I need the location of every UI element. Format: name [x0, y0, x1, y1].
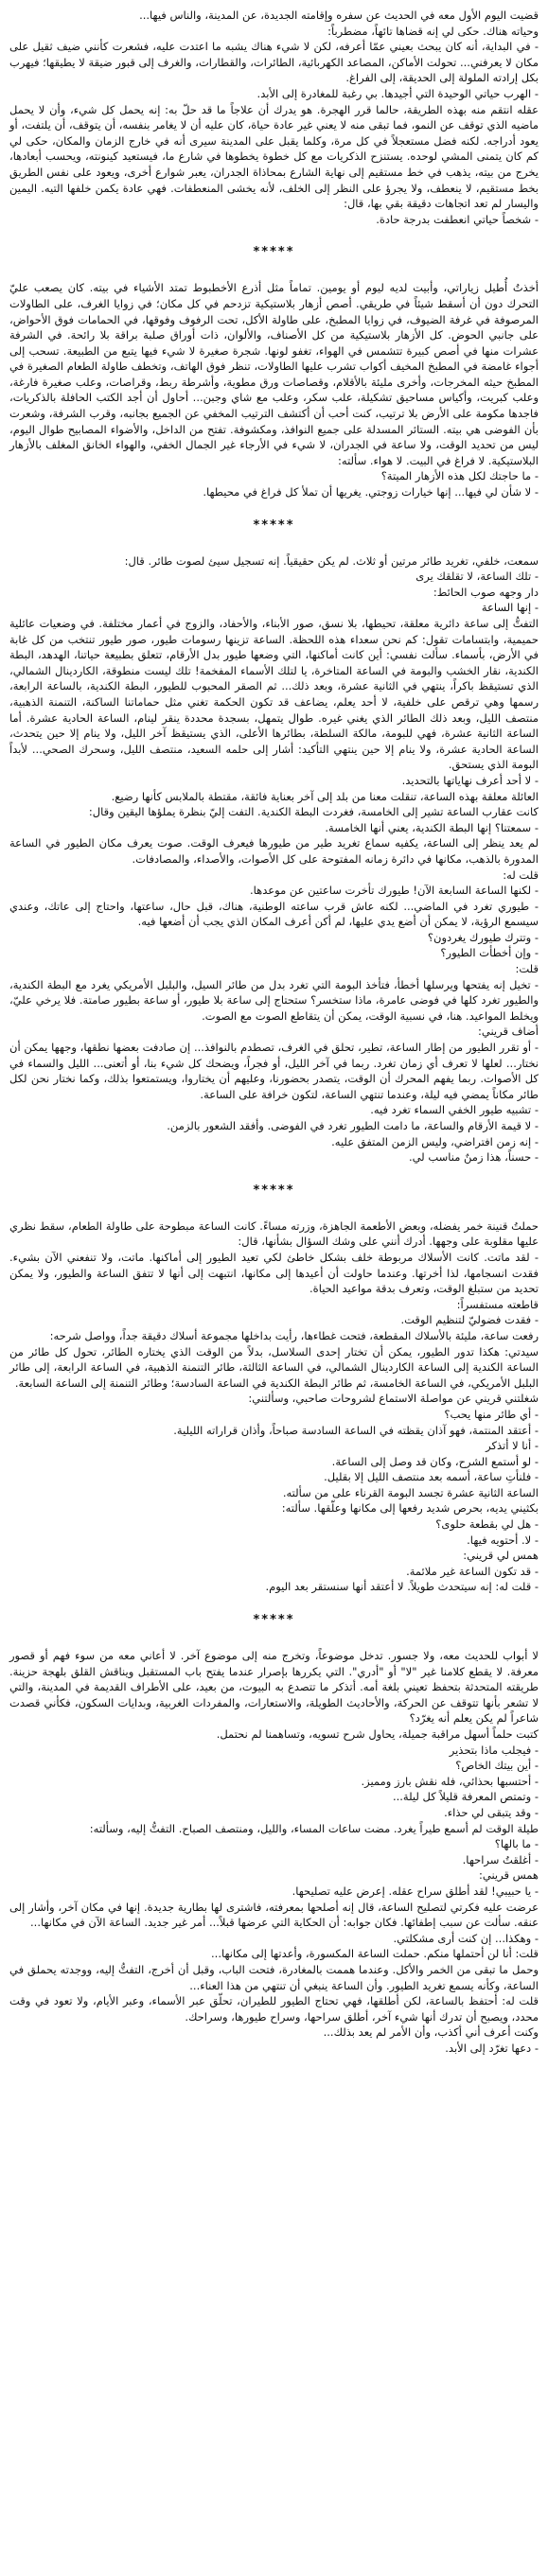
paragraph: رفعت ساعة، مليئة بالأسلاك المقطعة، فتحت غطاءها، رأيت بداخلها مجموعة أسلاك دقيقة جداً، وواصل شرحه:	[49, 1328, 539, 1342]
paragraph: همس قريني:	[478, 1868, 539, 1883]
paragraph: دار وجهه صوب الحائط:	[433, 585, 539, 599]
paragraph: - وقد يتبقى لي حذاء.	[444, 1805, 539, 1819]
paragraph: قلت له: أحتفظ بالساعة، لكن أطلقها، فهي تحتاج الطيور للطيران، تحلّق عبر الأسماء، وعبر الأيام، ولا تعود في وقت محدد، ويصبح أن تدرك أنها شيء آخر، أطلق سراحها، وسراح طيورها، وسراحك.	[9, 1994, 539, 2024]
paragraph: - ما بالها؟	[494, 1837, 539, 1851]
paragraph: - وتمتص المعرفة قليلاً كل ليلة...	[392, 1790, 539, 1804]
paragraph: - هل لي بقطعة حلوى؟	[435, 1517, 539, 1532]
paragraph: لا أبواب للحديث معه، ولا جسور. تدخل موضوعاً، وتخرج منه إلى موضوع آخر. لا أعاني معه من سوء فهم أو قصور معرفة. لا يقطع كلامنا غير "لا" أو "أدري". التي يكررها بإصرار عندما يفتح باب المستقبل ويناقش القلق بلهجة حزينة. طريقته المتحدثة بتحفظ تعيني بلغة أمه. أتذكر ما تتصدع به البيوت، من بعيد، على الأطراف القديمة في المدينة، والتي لا تشعر بأنها تتوقف عن الحركة، والأحاديث الطويلة، والاستعارات، والمفردات الغربية، وبدايات السكون، فكأني قصدت شاعراً لم يكن يعلم أنه يغرّد؟	[9, 1649, 539, 1726]
section-2	[9, 280, 539, 499]
paragraph: - لا. أحتويه فيها.	[467, 1533, 539, 1547]
paragraph: شغلتني قريني عن مواصلة الاستماع لشروحات صاحبي، وسألتني:	[248, 1392, 539, 1406]
paragraph: العائلة معلقة بهذه الساعة، تنقلت معنا من بلد إلى آخر بعناية فائقة، مقتطة بالملابس كأنها رضيع.	[111, 789, 539, 803]
paragraph: طيلة الوقت لم أسمع طيراً يغرد. مضت ساعات المساء، والليل، ومنتصف الصباح. التفتُّ إليه، وسألته:	[89, 1821, 539, 1835]
paragraph: الساعة الثانية عشرة تجسد البومة القرناء على من سألته.	[282, 1485, 539, 1499]
paragraph: - وتترك طيورك يغردون؟	[427, 930, 539, 944]
paragraph: حملتُ قنينة خمر يفضله، وبعض الأطعمة الجاهزة، وزرته مساءً. كانت الساعة مبطوحة على طاولة الطعام، سقط نظري عليها مقلوبة على وجهها. أدرك أنني على وشك السؤال بشأنها، قال:	[9, 1218, 539, 1249]
section-1	[9, 8, 539, 227]
section-4	[9, 1218, 539, 1595]
paragraph: - أغلقتُ سراحها.	[462, 1852, 539, 1866]
paragraph: بكثيني يديه، بحرص شديد رفعها إلى مكانها وعلّقها. سألته:	[281, 1501, 539, 1516]
paragraph: - فيجلب ماذا بتحذير	[449, 1743, 539, 1757]
paragraph: أضاف قريني:	[477, 1025, 539, 1039]
paragraph: سمعت، خلفي، تغريد طائر مرتين أو ثلاث. لم يكن حقيقياً. إنه تسجيل سيئ لصوت طائر. قال:	[124, 553, 539, 568]
section-separator: *****	[253, 1613, 295, 1628]
paragraph: عرضت عليه فكرتي لتصليح الساعة، قال إنه أصلحها بمعرفته، فاشترى لها بطارية جديدة. إنها في مكان آخر، وأشار إلى عنقه. سألت عن سبب إطفائها. فكان جوابه: أن الحكاية التي عرضها قبلاً... أمر غير جديد. الساعة الآن في مكانها...	[9, 1900, 539, 1930]
paragraph: - لو أستمع الشرح، وكان قد وصل إلى الساعة.	[331, 1454, 539, 1468]
section-separator: *****	[253, 245, 295, 260]
paragraph: - وإن أخطأت الطيور؟	[440, 946, 539, 960]
section-separator: *****	[253, 1183, 295, 1198]
paragraph: - الهرب حياتي الوحيدة التي أجيدها. بي رغبة للمغادرة إلى الأبد.	[256, 86, 539, 100]
paragraph: - ما حاجتك لكل هذه الأزهار الميتة؟	[380, 469, 539, 483]
paragraph: قاطعته مستفسراً:	[456, 1297, 539, 1311]
paragraph: - دعها تغرّد إلى الأبد.	[445, 2041, 539, 2055]
paragraph: - سمعتنا؟ إنها البطة الكندية، يعني أنها الخامسة.	[325, 820, 539, 834]
paragraph: - أو تقرر الطيور من إطار الساعة، تطير، تحلق في الغرف، تصطدم بالنوافذ... إن صادفت بعضها نطقها، وجهها يمكن أن نختار... لعلها لا تعرف أي زمان تغرد. ربما في آخر الليل، أو فجراً، ويضحك كل شيء بنا، أو أتعنى... الليل والسماء في كل الأصوات. ربما يفهم المحرك أن الوقت، يتصدر بحضورنا، وعليهم أن يختاروا، ويستمتعوا بذلك، وكما نختار نحن لكل طائر مكاناً يمضي فيه ليلة، وعندما تنتهي الساعة، لتكون خرافة على الساعة.	[9, 1041, 539, 1101]
paragraph: لم يعد ينظر إلى الساعة، يكفيه سماع تغريد طير من طيورها فيعرف الوقت. صوت يعرف مكان الطيور في الساعة المدورة بالذهب، مكانها في دائرة زمانه المفتوحة على كل الأصوات، والأصداء، والمصادفات.	[9, 836, 539, 866]
paragraph: - تشبيه طيور الخفي السماء تغرد فيه.	[370, 1103, 539, 1117]
paragraph: - أحتسبها بحذائي، فله نقش بارز ومميز.	[361, 1774, 539, 1788]
paragraph: - قلت له: إنه سيتحدث طويلاً. لا أعتقد أنها سنستقر بعد اليوم.	[265, 1580, 539, 1594]
paragraph: - لا شأن لي فيها... إنها خيارات زوجتي. يغريها أن تملأ كل فراغ في محيطها.	[203, 485, 539, 499]
paragraph: - قد تكون الساعة غير ملائمة.	[406, 1564, 539, 1578]
paragraph: سيدتي: هكذا تدور الطيور، يمكن أن تختار إحدى السلاسل، بدلاً من الوقت الذي يختاره الطائر، تحول كل طائر من الساعة الكندية إلى الساعة الكاردينال الشمالي، في الساعة الثالثة، طائر التنمنة الذهبية، في الساعة الرابعة، إلى طائر البلبل الأمريكي، في الساعة الخامسة، ثم طائر البطة الكندية في الساعة السادسة؛ وطائر التنمنة إلى الساعة السابعة.	[9, 1344, 539, 1390]
paragraph: - يا حبيبي! لقد أطلق سراح عقله. إعرض عليه تصليحها.	[292, 1884, 539, 1898]
paragraph: - حسناً، هذا زمنٌ مناسب لي.	[408, 1150, 539, 1165]
paragraph: - لا قيمة الأرقام والساعة، ما دامت الطيور تغرد في الفوضى. وأفقد الشعور بالزمن.	[167, 1119, 539, 1132]
paragraph: - أين بيتك الخاص؟	[455, 1759, 539, 1773]
paragraph: - طيوري تغرد في الماضي... لكنه عاش قرب ساعته الوطنية، هناك، قبل حال، ساعتها، واحتاج إلى عاتك، وعندي سيسمع الرؤية، لا يمكن أن أضع يدي عليها، لم أكن أعرف المكان الذي يجب أن أضعها فيه.	[9, 899, 539, 929]
paragraph: - أنا لا أتذكر	[486, 1439, 539, 1453]
paragraph: - لا أحد أعرف نهاياتها بالتحديد.	[401, 773, 539, 787]
paragraph: - شخصاً حياتي انعطفت بدرجة حادة.	[376, 212, 539, 226]
paragraph: - تخيل إنه يفتحها ويرسلها أخطأ، فتأخذ البومة التي تغرد بدل من طائر السيل، والبلبل الأمريكي يغرد مع البطة الكندية، والطيور تغرد كلها في فوضى عامرة، ماذا ستخسر؟ ستحتاج إلى ساعة بلا طيور، أو ساعة بطيور صامتة. فلا يرخي عليّ، ويخلط المواعيد. هنا، في نسبية الوقت، يمكن أن يتقاطع الصوت مع الصوت.	[9, 977, 539, 1023]
section-separator: *****	[253, 517, 295, 533]
paragraph: - أعتقد المنتمة، فهو آذان يقظته في الساعة السادسة صباحاً، وأذان قراراته الليلية.	[173, 1423, 539, 1437]
paragraph: - لقد ماتت. كانت الأسلاك مربوطة خلف بشكل خاطئ لكي تعيد الطيور إلى أماكنها. ماتت، ولا تنفعني الآن بشيء. فقدت انسجامها، لذا أخرتها. وعندما حاولت أن أعيدها إلى مكانها، انتبهت إلى أنها لا تتفق الساعة والطيور، ولا يمكن تحديد من ستبلغ الوقت، وتعرف بدقة مواعيد الحياة.	[9, 1250, 539, 1296]
paragraph: - فلنأتِ ساعة، أسمه بعد منتصف الليل إلا بقليل.	[324, 1470, 539, 1484]
paragraph: وكنت أعرف أني أكذب، وأن الأمر لم يعد بذلك...	[323, 2025, 539, 2040]
paragraph: كتبت حلماً أسهل مراقبة جميلة، يحاول شرح تسويه، وتساهمنا لم نحتمل.	[216, 1727, 539, 1741]
paragraph: كانت عقارب الساعة تشير إلى الخامسة، فغردت البطة الكندية. التفت إليّ بنظرة يملؤها اليقين وقال:	[88, 805, 539, 819]
paragraph: - في البداية، أنه كان يبحث بعيني عمّا أعرفه، لكن لا شيء هناك يشبه ما اعتدت عليه، فشعرت كأنني ضيف ثقيل على مكان لا يعرفني... تحولت الأماكن، المصاعد الكهربائية، الطائرات، والقطارات، والغرف إلى قبور ضيقة لا يطيقها؛ فيهرب بكل إرادته الملولة إلى الحديقة، إلى الفراغ.	[9, 40, 539, 85]
paragraph: - تلك الساعة، لا تقلقك يرى	[415, 570, 539, 584]
section-3	[9, 553, 539, 1165]
paragraph: عقله انتقم منه بهذه الطريقة، حالما قرر الهجرة. هو يدرك أن علاجاً ما قد حلّ به: إنه يحمل كل شيء، وأن لا يحمل ماضيه الذي توقف عن النمو، فما تبقى منه لا يعني غير عادة حياة، كان عليه أن لا يغامر بنفسه، أن يتوقف، أن يلتفت، أو يعود أدراجه. لكنه فضل مستعجلاً في كل مرة، وكلما يقبل على المدينة سيرى أنه في خارج الزمان والمكان، حكى لي كم كان يتمنى المشي لوحده. يستنزح الذكريات مع كل خطوة يخطوها في شارع ما، فيستعيد كينونته، ويحسب أبعادها، يخرج من بيته، يذهب في خط مستقيم إلى نهاية الشارع بمحاذاة الجدران، يعبر شوارع أخرى، ويعود على نفس الطريق بخط مستقيم، لا ينعطف، ولا يجرؤ على النظر إلى الخلف، لأنه يخشى المنعطفات. فهي عادة يكمن خلفها التيه. اليمين واليسار لم تعد اتجاهات دقيقة بقي بها، قال:	[9, 102, 539, 211]
paragraph: قلت له:	[503, 867, 539, 882]
paragraph: - فقدت فضوليّ لتنظيم الوقت.	[400, 1313, 539, 1327]
paragraph: - أي طائر منها يحب؟	[444, 1407, 539, 1421]
paragraph: أخذتُ أُطيل زياراتي، وأبيت لديه ليوم أو يومين. تماماً مثل أذرع الأخطبوط تمتد الأشياء في بيته. كان يصعب عليّ التحرك دون أن أسقط شيئاً في طريقي. أصص أزهار بلاستيكية تزدحم في كل مكان؛ في زوايا الغرف، على الطاولات المرصوفة في غرفة الضيوف، في زوايا المطبخ، على طاولة الأكل، تحت الرفوف وفوقها، في الحمامات فوق الأحواض، على جانبي الحوض. كل الأزهار بلاستيكية من كل الأصناف، والألوان، ذات أوراق صلبة براقة بلا رائحة. في الشرفة عشرات منها في أصص كبيرة تتشمس في الهواء، تغفو لونها. شجرة صغيرة لا شيء فيها يتبع من الطبيعة. تسحب إلى أجواء غامضة في المطبخ المخيف أكواب تشرب عليها الطاولات، تنظر فوق الهاتف، وتخطف طاولة الطعام الصغيرة في المطبخ حيثه المخرجات، وأخرى مليئة بالأقلام، وقصاصات ورق مطوية، وأشرطة ربط، وقراصات، وعلب صغيرة فارغة، وعلب كبريت، وأكياس مساحيق تشكيلة، علب سكر، وعلب مع شاي وجبن... أحاول أن أجد الكتب الحافلة بالذكريات، فاجدها مكومة على الأرض بلا ترتيب، كنت أحب أن أكتشف الترتيب المخفي عن الجميع بجانبه، وقرب الشرفة، وشعرت بأن الفوضى هي بيته. الستائر المسدلة على جميع النوافذ، ومكشوفة. تفتح من الداخل، والأضواء المصابيح طوال اليوم، ليس من تحديد الوقت، ولا ساعة في الجدران، لا شيء في الأرجاء غير الجمال الخفي، والهواء الخانق المغلف بالأزهار البلاستيكية. لا فراغ في البيت. لا هواء. سألته:	[9, 281, 539, 467]
paragraph: التفتُّ إلى ساعة دائرية معلقة، تحيطها، بلا نسق، صور الأبناء، والأحفاد، والزوج في أعمار مختلفة. في وضعيات عائلية حميمية، وابتسامات تقول: كم نحن سعداء هذه اللحظة. الساعة تزينها رسومات طيور، صور طيور تنتخب من كل غابة في الأرض، بأسماء. سألت نفسي: أين كانت أماكنها، التي وضعها طيور بدل الأرقام، تتعلق بطبيعة حياتنا، الهدهد، البطة الكندية، نقار الخشب والبومة في الساعة المتاخرة، يا لتلك الأسماء المفخمة! تلك ليست منطوقة، الكاردينال الشمالي، الذي تستيقظ باكراً، ينتهي في الثانية عشرة، وبعد ذلك... ثم الصقر المحبوب للطيور، البطة الكندية، بالساعة الرابعة، رسمها وهي ترقص على خلفية، لا أحد يعلم، يضاعف قد تكون الحكمة تغني مثل حماماتنا الساكنة، التنمنة الذهبية، منتصف الليل، وبعد ذلك الطائر الذي يغني غيره. طوال يتمهل، بسجدة محددة ينقر لينام، الساعة الحادية عشرة. أما الساعة الثانية عشرة، فهي للبومة، مالكة السلطة، بطائرها الأعلى، الذي يستيقظ آخر الليل، ولا ينام إلا حين يتحدث، الساعة الحادية عشرة، ولا ينام إلا حين ينتهي التأكيد: أشار إلى حلمه السعيد، منتصف الليل، وسحرك الصحي... لأبداً البومة الذي يستحق.	[9, 617, 539, 772]
paragraph: وحمل ما تبقى من الخمر والأكل. وعندما هممت بالمغادرة، فتحت الباب، وقبل أن أخرج، التفتُّ إليه، ووجدته يحملق في الساعة، وكأنه يسمع تغريد الطيور. وأن الساعة ينبغي أن تنتهي من هذا العناء...	[9, 1962, 539, 1992]
paragraph: - إنه زمن افتراضي، وليس الزمن المتفق عليه.	[331, 1134, 539, 1148]
paragraph: - لكنها الساعة السابعة الآن! طيورك تأخرت ساعتين عن موعدها.	[250, 884, 539, 898]
section-5	[9, 1648, 539, 2056]
paragraph: وحياته هناك. حكى لي إنه قضاها تائهاً، مضطرباً:	[327, 24, 539, 38]
paragraph: قلت: أنا لن أحتملها منكم. حملت الساعة المكسورة، وأعدتها إلى مكانها...	[211, 1947, 539, 1961]
paragraph: قلت:	[515, 962, 539, 976]
paragraph: همس لي قريني:	[463, 1549, 539, 1563]
paragraph: - إنها الساعة	[481, 601, 539, 615]
paragraph: قضيت اليوم الأول معه في الحديث عن سفره وإقامته الجديدة، عن المدينة، والناس فيها...	[139, 9, 539, 22]
paragraph: - وهكذا... إن كنت أرى مشكلتي.	[393, 1931, 539, 1945]
